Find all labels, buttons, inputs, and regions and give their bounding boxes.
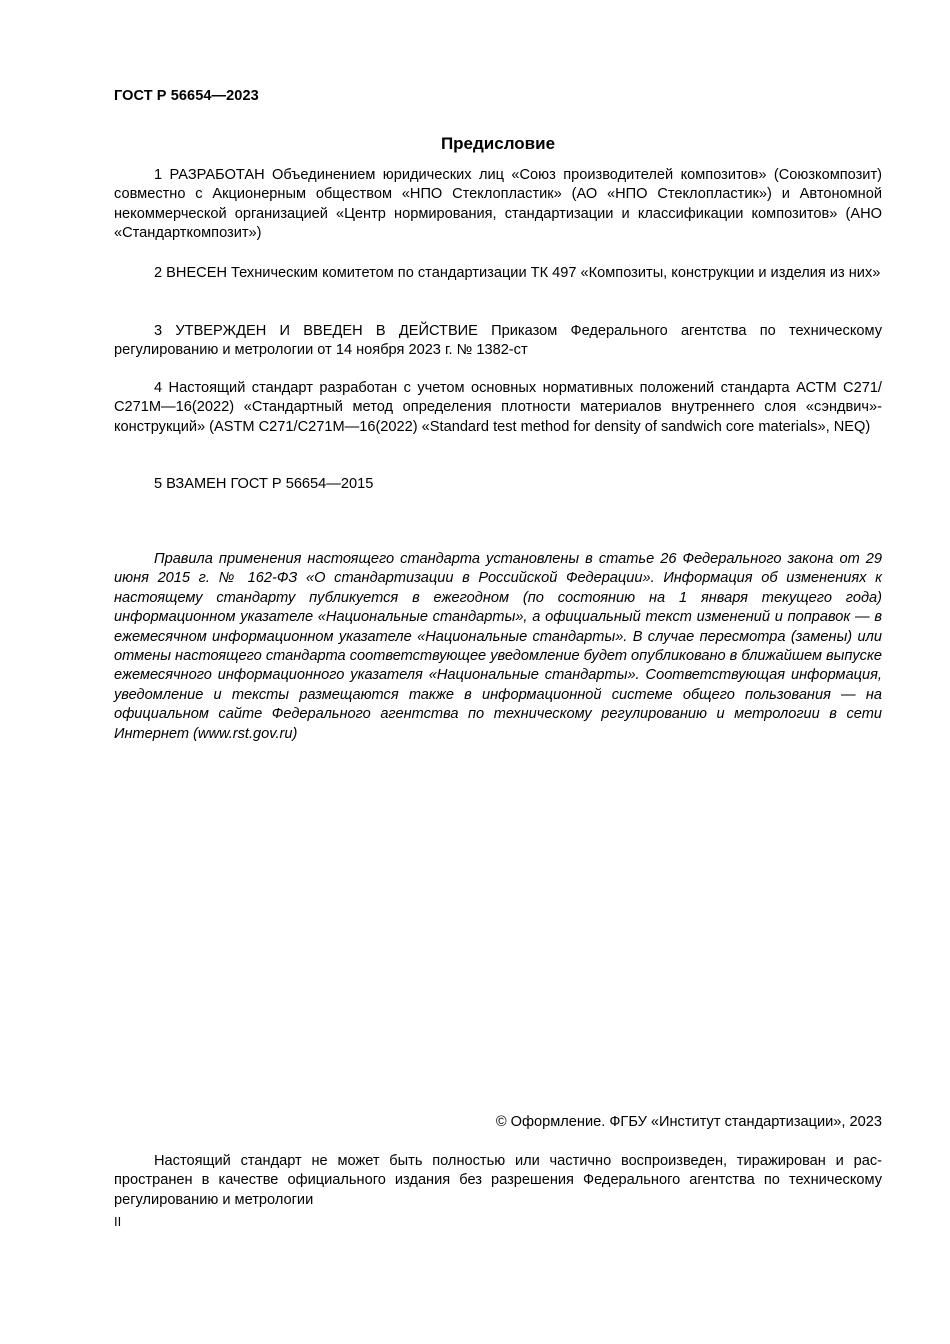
foreword-paragraph-4 bbox=[114, 379, 882, 437]
copyright-line: © Оформление. ФГБУ «Институт стандартизации», 2023 bbox=[495, 1114, 882, 1130]
application-rules-notice-text: Правила применения настоящего стандарта установлены в статье 26 Федерального закона от 29 июня 2015 г. № 162-ФЗ «О стандартизации в Российской Федерации». Информация об изменениях к настоящему стандарту публикуется в ежегодном (по состоянию на 1 января текущего года) информационном указателе «Национальные стандарты», а официальный текст изменений и поправок — в ежемесячном информационном указателе «Национальные стандарты». В случае пересмотра (замены) или отмены настоящего стандарта соответствующее уведомление будет опубликовано в ближайшем выпуске ежемесячного информационного указателя «Национальные стандарты». Соответствующая информация, уведомление и тексты размещаются также в информационной системе общего пользования — на официальном сайте Федерального агентства по техническому регулированию и метрологии в сети Интернет (www.rst.gov.ru) bbox=[114, 551, 882, 742]
document-code-header: ГОСТ Р 56654—2023 bbox=[114, 88, 259, 104]
foreword-paragraph-1 bbox=[114, 166, 882, 244]
foreword-paragraph-3-text: 3 УТВЕРЖДЕН И ВВЕДЕН В ДЕЙСТВИЕ Приказом Федерального агентства по техническому регулированию и метрологии от 14 ноября 2023 г. № 1382-ст bbox=[114, 323, 882, 359]
foreword-paragraph-5-text: 5 ВЗАМЕН ГОСТ Р 56654—2015 bbox=[154, 476, 374, 492]
reprint-restriction bbox=[114, 1152, 882, 1210]
foreword-paragraph-2-text: 2 ВНЕСЕН Техническим комитетом по стандартизации ТК 497 «Композиты, конструкции и изделия из них» bbox=[154, 265, 881, 281]
foreword-paragraph-2 bbox=[114, 264, 882, 283]
foreword-paragraph-5 bbox=[114, 475, 882, 494]
foreword-paragraph-3 bbox=[114, 322, 882, 361]
application-rules-notice bbox=[114, 550, 882, 744]
page-number: II bbox=[114, 1214, 122, 1229]
foreword-paragraph-1-text: 1 РАЗРАБОТАН Объединением юридических лиц «Союз производителей композитов» (Союзкомпозит) совместно с Акционерным обществом «НПО Стеклопластик» (АО «НПО Стеклопластик») и Автономной некоммерческой организацией «Центр нормирования, стандартизации и классификации композитов» (АНО «Стандарткомпозит») bbox=[114, 167, 882, 242]
reprint-restriction-text: Настоящий стандарт не может быть полностью или частично воспроизведен, тиражирован и распространен в качестве официального издания без разрешения Федерального агентства по техническому регулированию и метрологии bbox=[114, 1153, 882, 1208]
foreword-title: Предисловие bbox=[440, 134, 556, 153]
foreword-paragraph-4-text: 4 Настоящий стандарт разработан с учетом основных нормативных положений стандарта АСТМ С271/С271М—16(2022) «Стандартный метод определения плотности материалов внутреннего слоя «сэндвич»-конструкций» (ASTM C271/C271M—16(2022) «Standard test method for density of sandwich core materials», NEQ) bbox=[114, 380, 882, 435]
